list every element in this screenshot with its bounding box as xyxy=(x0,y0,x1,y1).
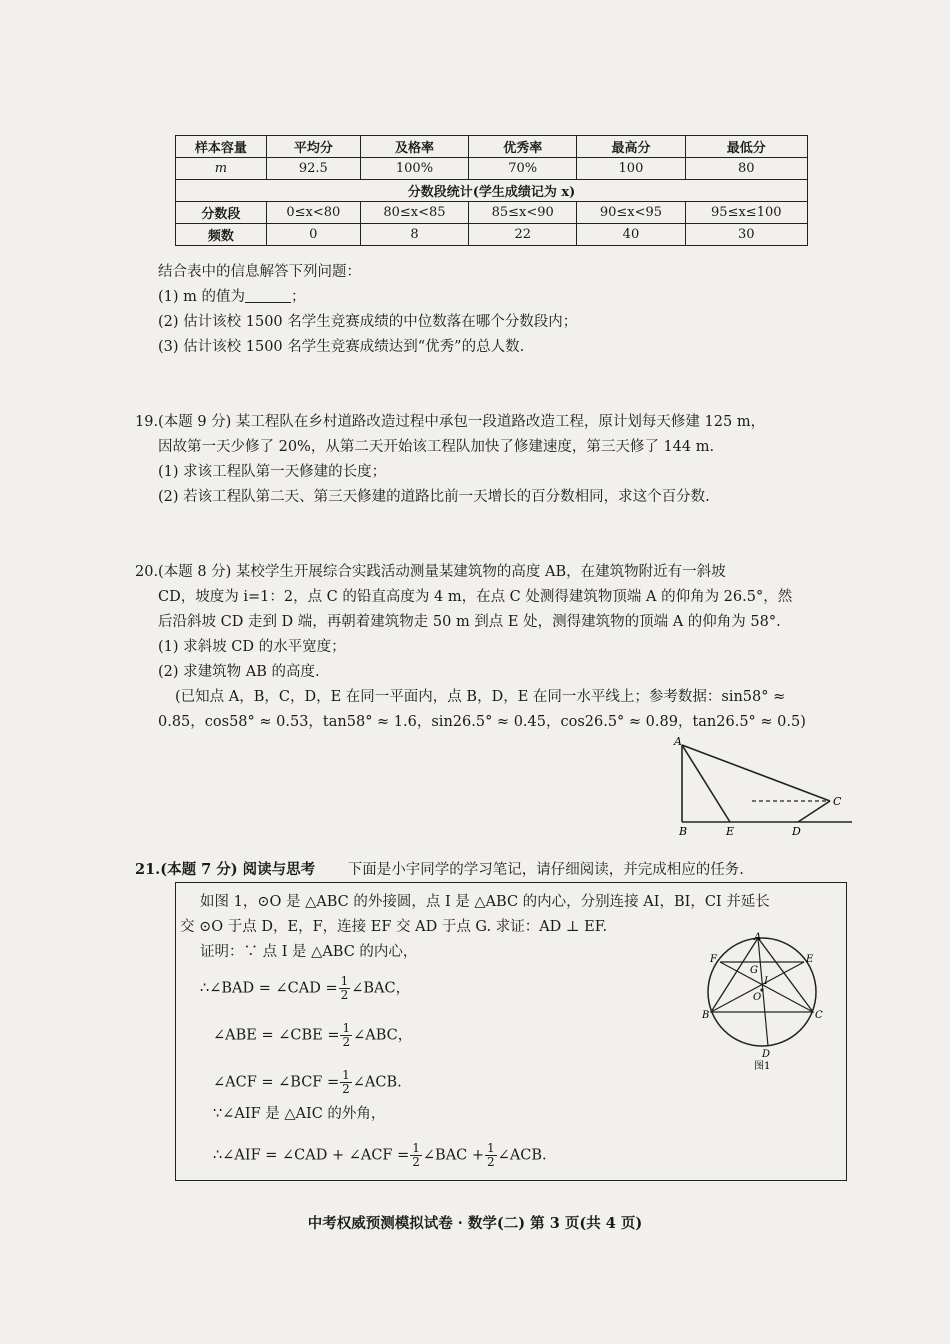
table-cell: 90≤x<95 xyxy=(577,202,685,224)
figure-caption: 图1 xyxy=(754,1061,771,1072)
table-cell: 85≤x<90 xyxy=(469,202,577,224)
note-line: ∵∠AIF 是 △AIC 的外角， xyxy=(213,1106,386,1122)
slope-figure xyxy=(670,735,860,840)
q18-intro: 结合表中的信息解答下列问题： xyxy=(158,264,361,280)
table-cell: 22 xyxy=(469,224,577,246)
label: D xyxy=(762,1049,771,1060)
label-e: E xyxy=(726,825,735,838)
frac-den: 2 xyxy=(342,1035,351,1049)
table-cell: 95≤x≤100 xyxy=(685,202,807,224)
score-table xyxy=(175,135,808,246)
table-row xyxy=(176,180,808,202)
frac-num: 1 xyxy=(342,1068,350,1082)
fraction-half xyxy=(339,975,351,1002)
label-a: A xyxy=(674,735,682,748)
table-cell: 92.5 xyxy=(266,158,360,180)
note-text: ∠BAC + xyxy=(422,1147,485,1164)
table-cell: 70% xyxy=(469,158,577,180)
q20-line: (2) 求建筑物 AB 的高度. xyxy=(158,664,320,680)
note-text: ∠BAC， xyxy=(351,980,411,997)
fraction-half xyxy=(410,1142,422,1169)
label: G xyxy=(750,965,758,976)
label: O xyxy=(753,992,762,1003)
fraction-half xyxy=(340,1022,352,1049)
note-line: 证明：∵ 点 I 是 △ABC 的内心， xyxy=(200,944,418,960)
q21-header xyxy=(135,860,744,880)
q20-line: CD，坡度为 i=1：2，点 C 的铅直高度为 4 m，在点 C 处测得建筑物顶端 A 的仰角为 26.5°，然 xyxy=(158,589,793,605)
note-line: 如图 1，⊙O 是 △ABC 的外接圆，点 I 是 △ABC 的内心，分别连接 AI，BI，CI 并延长 xyxy=(200,894,770,910)
label-c: C xyxy=(833,795,842,808)
q19-line: (2) 若该工程队第二天、第三天修建的道路比前一天增长的百分数相同，求这个百分数. xyxy=(158,489,710,505)
table-cell: 8 xyxy=(360,224,468,246)
label-d: D xyxy=(792,825,801,838)
label: B xyxy=(702,1010,710,1021)
q19-line: 因故第一天少修了 20%，从第二天开始该工程队加快了修建速度，第三天修了 144 m. xyxy=(158,439,715,455)
note-line xyxy=(213,1069,402,1096)
note-line: 交 ⊙O 于点 D，E，F，连接 EF 交 AD 于点 G. 求证：AD ⊥ EF. xyxy=(180,919,608,935)
q19-line: 19.(本题 9 分) 某工程队在乡村道路改造过程中承包一段道路改造工程，原计划每天修建 125 m， xyxy=(135,414,766,430)
table-header-row xyxy=(176,136,808,158)
slope-line xyxy=(798,801,830,822)
fraction-half xyxy=(340,1069,352,1096)
table-cell: 平均分 xyxy=(266,136,360,158)
note-line xyxy=(213,1022,412,1049)
page-footer: 中考权威预测模拟试卷 · 数学(二) 第 3 页(共 4 页) xyxy=(307,1215,643,1232)
note-text: ∠ACB. xyxy=(352,1074,402,1091)
q19-line: (1) 求该工程队第一天修建的长度； xyxy=(158,464,387,480)
note-text: ∴∠BAD = ∠CAD = xyxy=(200,980,338,997)
frac-num: 1 xyxy=(342,1021,351,1035)
table-section-title: 分数段统计(学生成绩记为 x) xyxy=(176,180,808,202)
table-cell: 优秀率 xyxy=(469,136,577,158)
table-row xyxy=(176,224,808,246)
note-line xyxy=(213,1142,547,1169)
frac-den: 2 xyxy=(342,1082,350,1096)
table-cell: 30 xyxy=(685,224,807,246)
sight-line-e xyxy=(682,745,730,822)
note-text: ∠ACB. xyxy=(497,1147,547,1164)
line-cf xyxy=(720,962,813,1012)
frac-den: 2 xyxy=(340,988,349,1002)
sight-line-c xyxy=(682,745,830,801)
frac-num: 1 xyxy=(412,1141,420,1155)
answer-blank[interactable] xyxy=(245,288,291,303)
circle-figure xyxy=(700,928,830,1073)
table-cell: 分数段 xyxy=(176,202,267,224)
note-line xyxy=(200,975,410,1002)
q18-part3: (3) 估计该校 1500 名学生竞赛成绩达到“优秀”的总人数. xyxy=(158,339,525,355)
label-b: B xyxy=(679,825,688,838)
label: F xyxy=(710,954,717,965)
frac-num: 1 xyxy=(340,974,349,988)
q20-line: 20.(本题 8 分) 某校学生开展综合实践活动测量某建筑物的高度 AB，在建筑物附近有一斜坡 xyxy=(135,564,726,580)
table-cell: 40 xyxy=(577,224,685,246)
label: I xyxy=(764,976,768,987)
q18-part1 xyxy=(158,287,306,307)
frac-den: 2 xyxy=(487,1155,495,1169)
table-cell: 80 xyxy=(685,158,807,180)
frac-den: 2 xyxy=(412,1155,420,1169)
table-cell: 频数 xyxy=(176,224,267,246)
table-cell: 最高分 xyxy=(577,136,685,158)
q21-title: 21.(本题 7 分) 阅读与思考 xyxy=(135,861,316,878)
table-row xyxy=(176,158,808,180)
label: C xyxy=(815,1010,823,1021)
q20-line: (已知点 A，B，C，D，E 在同一平面内，点 B，D，E 在同一水平线上；参考数据：sin58° ≈ xyxy=(175,689,786,705)
frac-num: 1 xyxy=(487,1141,495,1155)
label: E xyxy=(806,954,814,965)
label: A xyxy=(754,932,762,943)
note-text: ∠ABE = ∠CBE = xyxy=(213,1027,340,1044)
q18-part1-text: (1) m 的值为 xyxy=(158,289,246,305)
fraction-half xyxy=(485,1142,497,1169)
table-row xyxy=(176,202,808,224)
table-cell: 样本容量 xyxy=(176,136,267,158)
table-cell: 100 xyxy=(577,158,685,180)
note-text: ∴∠AIF = ∠CAD + ∠ACF = xyxy=(213,1147,410,1164)
q21-instruction: 下面是小宇同学的学习笔记，请仔细阅读，并完成相应的任务. xyxy=(347,862,744,878)
note-text: ∠ABC， xyxy=(353,1027,413,1044)
q20-line: (1) 求斜坡 CD 的水平宽度； xyxy=(158,639,346,655)
table-cell: 0 xyxy=(266,224,360,246)
table-cell: 80≤x<85 xyxy=(360,202,468,224)
table-cell: m xyxy=(176,158,267,180)
note-text: ∠ACF = ∠BCF = xyxy=(213,1074,340,1091)
table-cell: 最低分 xyxy=(685,136,807,158)
table-cell: 及格率 xyxy=(360,136,468,158)
table-cell: 0≤x<80 xyxy=(266,202,360,224)
q20-line: 后沿斜坡 CD 走到 D 端，再朝着建筑物走 50 m 到点 E 处，测得建筑物的顶端 A 的仰角为 58°. xyxy=(158,614,781,630)
q18-part2: (2) 估计该校 1500 名学生竞赛成绩的中位数落在哪个分数段内； xyxy=(158,314,578,330)
q18-part1-end: ； xyxy=(291,289,306,305)
table-cell: 100% xyxy=(360,158,468,180)
q20-line: 0.85，cos58° ≈ 0.53，tan58° ≈ 1.6，sin26.5° ≈ 0.45，cos26.5° ≈ 0.89，tan26.5° ≈ 0.5) xyxy=(158,714,806,730)
